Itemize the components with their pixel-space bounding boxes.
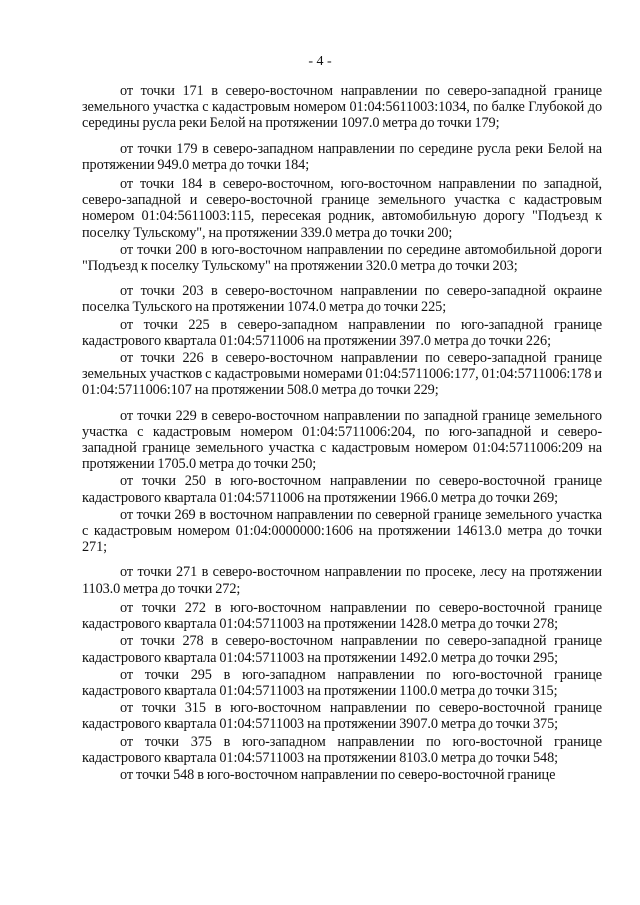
paragraph: от точки 295 в юго-западном направлении по юго-восточной границе кадастрового квартала 01:04:5711003 на протяжении 1100.0 метра до точки 315;	[82, 666, 602, 699]
paragraph: от точки 225 в северо-западном направлении по юго-западной границе кадастрового квартала 01:04:5711006 на протяжении 397.0 метра до точки 226;	[82, 316, 602, 349]
paragraph: от точки 271 в северо-восточном направлении по просеке, лесу на протяжении 1103.0 метра до точки 272;	[82, 564, 602, 597]
paragraph: от точки 269 в восточном направлении по северной границе земельного участка с кадастровым номером 01:04:0000000:1606 на протяжении 14613.0 метра до точки 271;	[82, 506, 602, 556]
paragraph: от точки 226 в северо-восточном направлении по северо-западной границе земельных участков с кадастровыми номерами 01:04:5711006:177, 01:04:5711006:178 и 01:04:5711006:107 на протяжении 508.0 метра до точки 229;	[82, 350, 602, 399]
paragraph: от точки 272 в юго-восточном направлении по северо-восточной границе кадастрового квартала 01:04:5711003 на протяжении 1428.0 метра до точки 278;	[82, 599, 602, 633]
paragraph: от точки 548 в юго-восточном направлении по северо-восточной границе	[120, 766, 556, 783]
paragraph: от точки 375 в юго-западном направлении по юго-восточной границе кадастрового квартала 01:04:5711003 на протяжении 8103.0 метра до точки 548;	[82, 733, 602, 766]
paragraph: от точки 179 в северо-западном направлении по середине русла реки Белой на протяжении 949.0 метра до точки 184;	[82, 140, 602, 173]
paragraph: от точки 315 в юго-восточном направлении по северо-восточной границе кадастрового квартала 01:04:5711003 на протяжении 3907.0 метра до точки 375;	[82, 700, 602, 733]
paragraph: от точки 200 в юго-восточном направлении по середине автомобильной дороги "Подъезд к поселку Тульскому" на протяжении 320.0 метра до точки 203;	[82, 241, 602, 275]
paragraph: от точки 203 в северо-восточном направлении по северо-западной окраине поселка Тульского на протяжении 1074.0 метра до точки 225;	[82, 283, 602, 316]
paragraph: от точки 250 в юго-восточном направлении по северо-восточной границе кадастрового квартала 01:04:5711006 на протяжении 1966.0 метра до точки 269;	[82, 473, 602, 506]
paragraph: от точки 171 в северо-восточном направлении по северо-западной границе земельного участка с кадастровым номером 01:04:5611003:1034, по балке Глубокой до середины русла реки Белой на протяжении 1097.0 метра до точки 179;	[82, 83, 602, 132]
paragraph: от точки 229 в северо-восточном направлении по западной границе земельного участка с кадастровым номером 01:04:5711006:204, по юго-западной и северо-западной границе земельного участка с кадастровым номером 01:04:5711006:209 на протяжении 1705.0 метра до точки 250;	[82, 407, 602, 473]
paragraph: от точки 184 в северо-восточном, юго-восточном направлении по западной, северо-западной и северо-восточной границе земельного участка с кадастровым номером 01:04:5611003:115, пересекая родник, автомобильную дорогу "Подъезд к поселку Тульскому", на протяжении 339.0 метра до точки 200;	[82, 176, 602, 241]
page-number: - 4 -	[308, 54, 332, 69]
document-body	[82, 83, 602, 784]
paragraph: от точки 278 в северо-восточном направлении по северо-западной границе кадастрового квартала 01:04:5711003 на протяжении 1492.0 метра до точки 295;	[82, 633, 602, 666]
